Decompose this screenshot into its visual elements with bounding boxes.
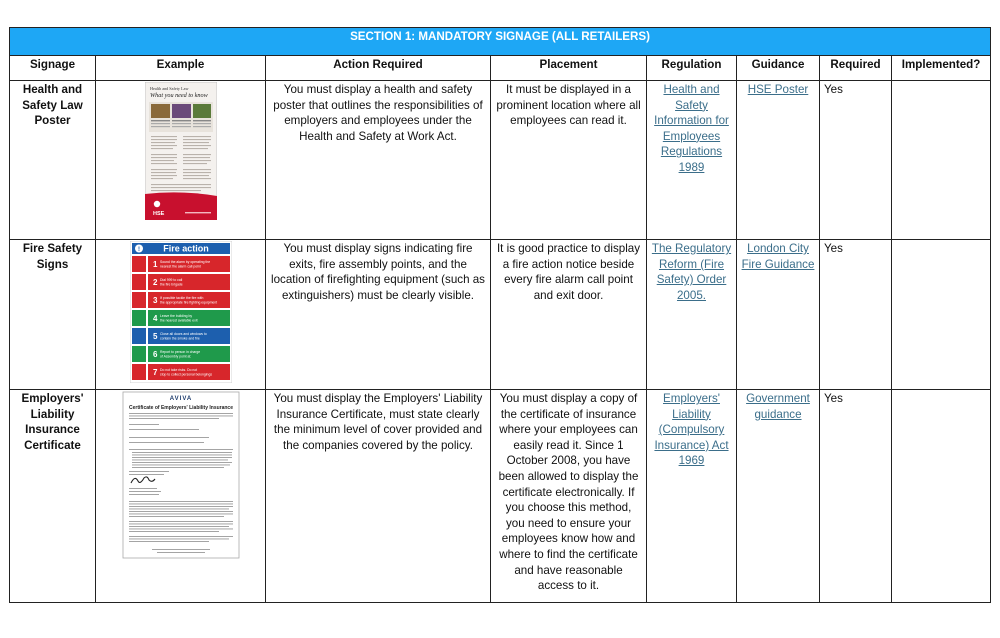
header-placement: Placement xyxy=(491,56,647,81)
fire-step-icon xyxy=(132,256,146,272)
fire-step-text: Sound the alarm by operating the nearest fire alarm call point xyxy=(159,260,210,269)
required-cell: Yes xyxy=(820,81,892,240)
fire-step-icon xyxy=(132,292,146,308)
header-example: Example xyxy=(96,56,266,81)
header-implemented: Implemented? xyxy=(892,56,991,81)
implemented-cell[interactable] xyxy=(892,81,991,240)
fire-step-icon xyxy=(132,274,146,290)
regulation-cell xyxy=(647,240,737,390)
action-cell: You must display signs indicating fire exits, fire assembly points, and the location of firefighting equipment (such as extinguishers) must be clearly visible. xyxy=(266,240,491,390)
regulation-cell xyxy=(647,390,737,603)
fire-step-icon xyxy=(132,346,146,362)
placement-cell: It must be displayed in a prominent location where all employees can read it. xyxy=(491,81,647,240)
fire-step-number: 6 xyxy=(152,350,157,359)
hse-logo-text: HSE xyxy=(152,211,164,217)
fire-step-icon xyxy=(132,328,146,344)
required-cell: Yes xyxy=(820,240,892,390)
action-cell: You must display a health and safety poster that outlines the responsibilities of employers and employees under the Health and Safety at Work Act. xyxy=(266,81,491,240)
example-cell xyxy=(96,240,266,390)
section-title: SECTION 1: MANDATORY SIGNAGE (ALL RETAILERS) xyxy=(10,28,991,56)
header-signage: Signage xyxy=(10,56,96,81)
guidance-link[interactable]: HSE Poster xyxy=(747,83,809,96)
regulation-cell xyxy=(647,81,737,240)
fire-step-text: Close all doors and windows to contain the smoke and fire xyxy=(159,332,207,341)
implemented-cell[interactable] xyxy=(892,240,991,390)
action-cell: You must display the Employers' Liability Insurance Certificate, must state clearly the minimum level of cover provided and the companies covered by the policy. xyxy=(266,390,491,603)
fire-step-number: 1 xyxy=(152,260,157,269)
fire-step-number: 4 xyxy=(152,314,157,323)
fire-step-number: 2 xyxy=(152,278,157,287)
fire-step-number: 3 xyxy=(152,296,157,305)
certificate-title: Certificate of Employers' Liability Insurance xyxy=(128,405,233,411)
fire-step-text: Dial 999 to call the fire brigade xyxy=(159,278,183,287)
header-required: Required xyxy=(820,56,892,81)
fire-step-icon xyxy=(132,310,146,326)
fire-action-notice-image xyxy=(130,241,232,383)
fire-notice-title: Fire action xyxy=(162,243,209,254)
table-row xyxy=(10,81,991,240)
aviva-logo: AVIVA xyxy=(169,396,192,402)
fire-step-text: Do not take risks. Do not stop to collect personal belongings xyxy=(159,368,212,377)
header-row xyxy=(10,56,991,81)
fire-step-number: 7 xyxy=(152,368,157,377)
guidance-cell xyxy=(737,240,820,390)
header-action-required: Action Required xyxy=(266,56,491,81)
guidance-link[interactable]: London City Fire Guidance xyxy=(741,242,815,271)
implemented-cell[interactable] xyxy=(892,390,991,603)
signage-cell: Health and Safety Law Poster xyxy=(10,81,96,240)
hse-poster-image xyxy=(145,82,217,220)
svg-text:!: ! xyxy=(137,247,140,253)
insurance-certificate-image xyxy=(122,391,240,559)
placement-cell: You must display a copy of the certificate of insurance where your employees can easily read it. Since 1 October 2008, you have been allowed to display the certificate electronically. If you choose this method, you need to ensure your employees know how and where to find the certificate and have reasonable access to it. xyxy=(491,390,647,603)
signage-cell: Fire Safety Signs xyxy=(10,240,96,390)
signage-cell: Employers' Liability Insurance Certificate xyxy=(10,390,96,603)
required-cell: Yes xyxy=(820,390,892,603)
fire-step-text: Report to person in charge of Assembly point at: xyxy=(159,350,200,359)
guidance-cell xyxy=(737,390,820,603)
regulation-link[interactable]: Health and Safety Information for Employees Regulations 1989 xyxy=(654,83,729,174)
fire-step-text: If possible tackle the fire with the appropriate fire fighting equipment xyxy=(159,296,217,305)
guidance-link[interactable]: Government guidance xyxy=(746,392,810,421)
example-cell xyxy=(96,390,266,603)
example-cell xyxy=(96,81,266,240)
placement-cell: It is good practice to display a fire action notice beside every fire alarm call point and exit door. xyxy=(491,240,647,390)
guidance-cell xyxy=(737,81,820,240)
header-regulation: Regulation xyxy=(647,56,737,81)
fire-step-icon xyxy=(132,364,146,380)
mandatory-signage-table xyxy=(9,27,991,603)
poster-line2: What you need to know xyxy=(149,92,208,99)
table-row xyxy=(10,240,991,390)
table-row xyxy=(10,390,991,603)
fire-step-text: Leave the building by the nearest available exit xyxy=(159,314,198,323)
regulation-link[interactable]: Employers' Liability (Compulsory Insurance) Act 1969 xyxy=(654,392,729,468)
header-guidance: Guidance xyxy=(737,56,820,81)
fire-step-number: 5 xyxy=(152,332,157,341)
regulation-link[interactable]: The Regulatory Reform (Fire Safety) Order 2005. xyxy=(651,242,732,302)
poster-line1: Health and Safety Law xyxy=(149,86,188,91)
